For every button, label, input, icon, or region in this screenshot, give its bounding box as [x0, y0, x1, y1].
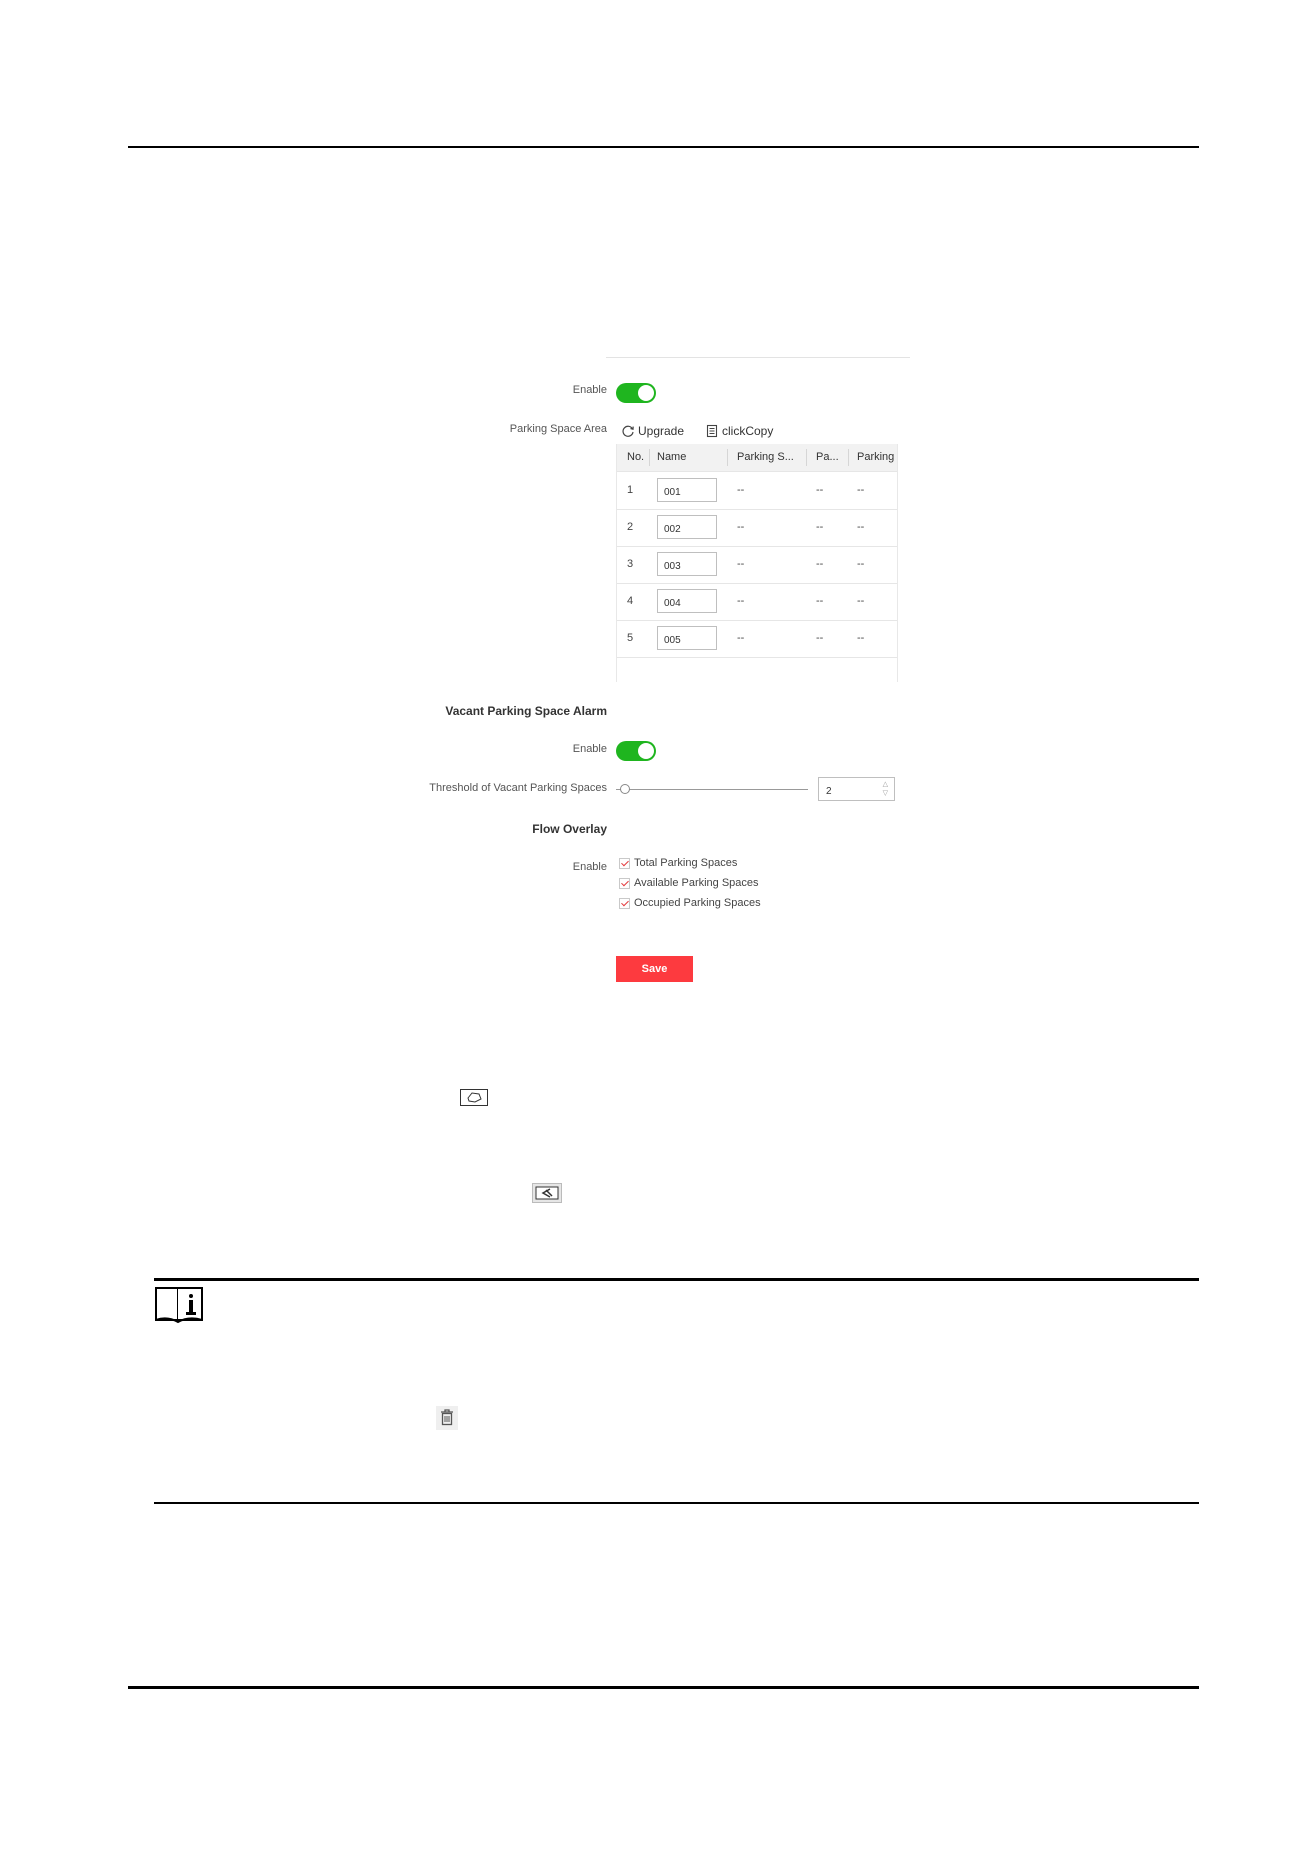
cell-parking: -- [857, 632, 865, 644]
checkbox-checked[interactable] [619, 898, 630, 909]
header-no: No. [627, 451, 645, 463]
header-separator [727, 449, 728, 466]
header-parking-s: Parking S... [737, 451, 794, 463]
cell-no: 1 [627, 484, 634, 496]
cell-no: 4 [627, 595, 634, 607]
cell-parking-s: -- [737, 521, 745, 533]
refresh-icon [621, 424, 635, 438]
chevron-up-icon[interactable]: △ [882, 781, 888, 788]
chevron-down-icon[interactable]: ▽ [882, 790, 888, 797]
cell-pa: -- [816, 521, 824, 533]
clear-area-icon [532, 1183, 562, 1203]
total-parking-spaces-option[interactable] [619, 857, 737, 869]
header-name: Name [657, 451, 687, 463]
checkbox-checked[interactable] [619, 858, 630, 869]
table-row [617, 583, 897, 621]
enable-toggle[interactable] [616, 383, 656, 403]
cell-no: 3 [627, 558, 634, 570]
cell-parking-s: -- [737, 558, 745, 570]
note-book-icon [154, 1286, 206, 1324]
cell-parking-s: -- [737, 484, 745, 496]
cell-parking-s: -- [737, 595, 745, 607]
threshold-slider-handle[interactable] [620, 784, 630, 794]
name-input[interactable]: 005 [657, 626, 717, 650]
threshold-spinbox[interactable] [818, 777, 895, 801]
table-row [617, 472, 897, 510]
copy-icon [705, 424, 719, 438]
footer-rule [128, 1686, 1199, 1689]
table-row [617, 620, 897, 658]
trash-icon [436, 1406, 458, 1430]
header-separator [806, 449, 807, 466]
header-parking: Parking [857, 451, 895, 463]
header-separator [649, 449, 650, 466]
cell-pa: -- [816, 558, 824, 570]
cell-parking: -- [857, 521, 865, 533]
checkbox-checked[interactable] [619, 878, 630, 889]
save-button[interactable]: Save [616, 956, 693, 982]
threshold-slider-track[interactable] [616, 789, 808, 790]
option-label: Total Parking Spaces [634, 857, 738, 869]
option-label: Available Parking Spaces [634, 877, 759, 889]
flow-overlay-title: Flow Overlay [532, 822, 607, 836]
cell-parking: -- [857, 558, 865, 570]
enable-label: Enable [572, 384, 607, 396]
click-copy-label: clickCopy [722, 424, 774, 438]
vacant-alarm-toggle[interactable] [616, 741, 656, 761]
cell-no: 5 [627, 632, 634, 644]
parking-space-area-label: Parking Space Area [509, 423, 607, 435]
upgrade-button[interactable] [621, 424, 684, 438]
vacant-alarm-title: Vacant Parking Space Alarm [445, 704, 607, 718]
option-label: Occupied Parking Spaces [634, 897, 761, 909]
threshold-value: 2 [826, 786, 832, 797]
header-rule [128, 146, 1199, 148]
cell-parking: -- [857, 484, 865, 496]
table-row [617, 509, 897, 547]
upgrade-label: Upgrade [638, 424, 685, 438]
threshold-label: Threshold of Vacant Parking Spaces [429, 782, 607, 794]
cell-parking: -- [857, 595, 865, 607]
name-input[interactable]: 004 [657, 589, 717, 613]
name-input[interactable]: 003 [657, 552, 717, 576]
note-top-rule [154, 1278, 1199, 1281]
header-pa: Pa... [816, 451, 839, 463]
cell-pa: -- [816, 632, 824, 644]
flow-enable-label: Enable [572, 861, 607, 873]
occupied-parking-spaces-option[interactable] [619, 897, 761, 909]
cell-pa: -- [816, 595, 824, 607]
click-copy-button[interactable] [705, 424, 773, 438]
name-input[interactable]: 002 [657, 515, 717, 539]
table-row [617, 546, 897, 584]
parking-space-table [616, 444, 898, 682]
cell-no: 2 [627, 521, 634, 533]
polygon-draw-icon [460, 1089, 488, 1106]
screenshot-top-border [606, 357, 910, 358]
spin-arrows[interactable] [883, 780, 888, 798]
available-parking-spaces-option[interactable] [619, 877, 759, 889]
name-input[interactable]: 001 [657, 478, 717, 502]
table-header [617, 444, 897, 472]
cell-pa: -- [816, 484, 824, 496]
vacant-enable-label: Enable [572, 743, 607, 755]
note-bottom-rule [154, 1502, 1199, 1504]
header-separator [848, 449, 849, 466]
cell-parking-s: -- [737, 632, 745, 644]
